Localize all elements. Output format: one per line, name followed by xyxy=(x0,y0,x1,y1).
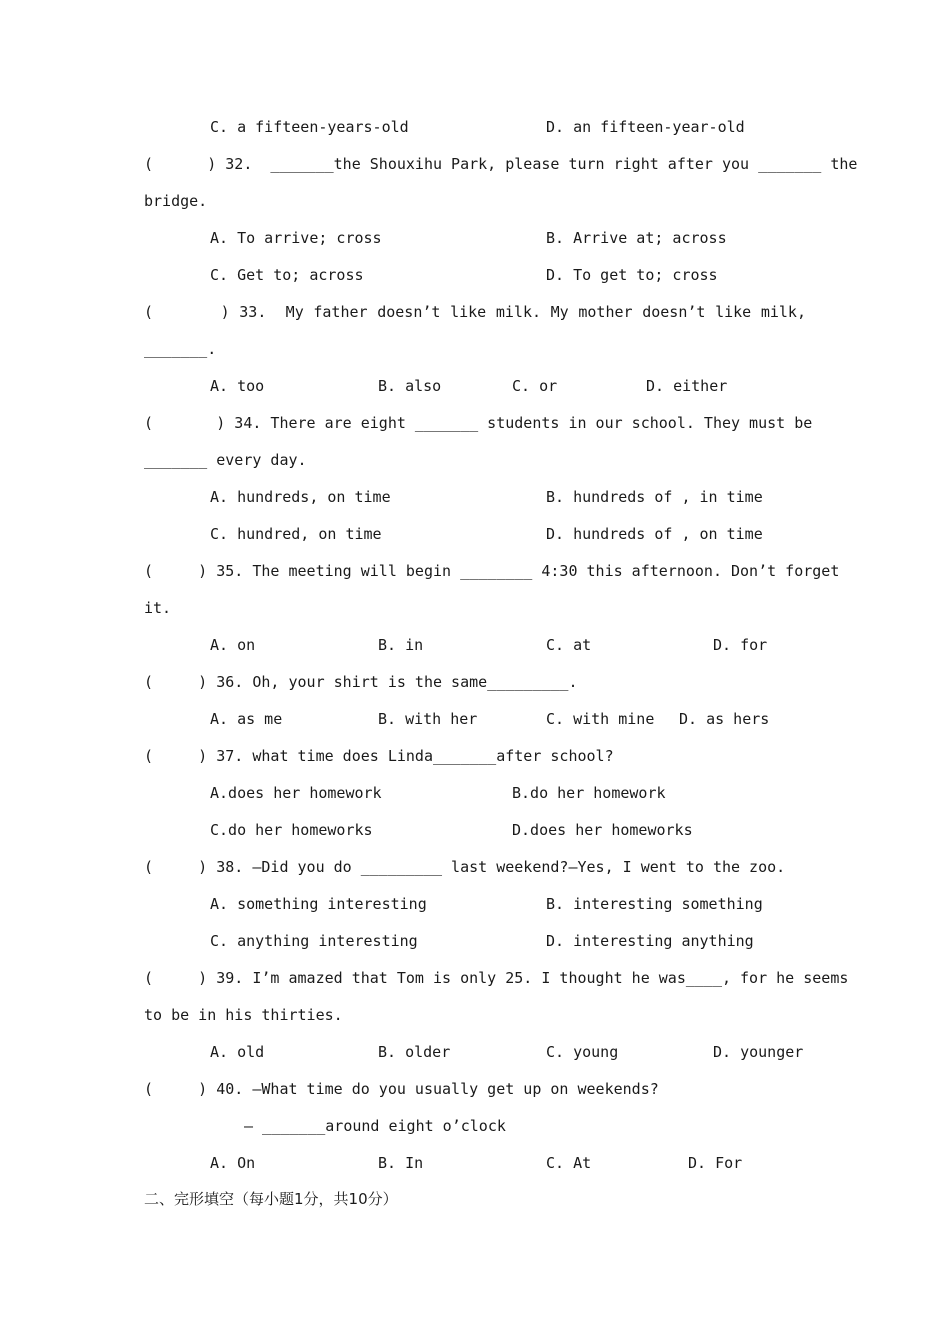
q33-option-d: D. either xyxy=(646,377,728,395)
q39-stem: ( ) 39. I’m amazed that Tom is only 25. I thought he was____, for he seems xyxy=(144,969,849,987)
q32-option-a: A. To arrive; cross xyxy=(210,229,382,247)
q34-option-b: B. hundreds of , in time xyxy=(546,488,763,506)
q40-stem-cont: — _______around eight o’clock xyxy=(244,1117,506,1135)
q36-option-c: C. with mine xyxy=(546,710,655,728)
q35-option-c: C. at xyxy=(546,636,592,654)
q37-option-a: A.does her homework xyxy=(210,784,382,802)
q37-option-c: C.do her homeworks xyxy=(210,821,373,839)
q34-option-c: C. hundred, on time xyxy=(210,525,382,543)
q37-stem: ( ) 37. what time does Linda_______after school? xyxy=(144,747,614,765)
q32-stem: ( ) 32. _______the Shouxihu Park, please turn right after you _______ the xyxy=(144,155,858,173)
q38-option-b: B. interesting something xyxy=(546,895,763,913)
q35-option-b: B. in xyxy=(378,636,424,654)
section-heading: 二、完形填空（每小题1分，共10分） xyxy=(144,1190,398,1208)
q37-option-b: B.do her homework xyxy=(512,784,666,802)
q35-stem: ( ) 35. The meeting will begin ________ 4:30 this afternoon. Don’t forget xyxy=(144,562,840,580)
q40-option-b: B. In xyxy=(378,1154,424,1172)
q40-stem: ( ) 40. —What time do you usually get up on weekends? xyxy=(144,1080,659,1098)
q40-option-c: C. At xyxy=(546,1154,592,1172)
q35-stem-cont: it. xyxy=(144,599,172,617)
q36-option-b: B. with her xyxy=(378,710,478,728)
q33-option-a: A. too xyxy=(210,377,265,395)
q39-stem-cont: to be in his thirties. xyxy=(144,1006,343,1024)
q35-option-a: A. on xyxy=(210,636,256,654)
q40-option-d: D. For xyxy=(688,1154,743,1172)
q32-option-c: C. Get to; across xyxy=(210,266,364,284)
q31-option-d: D. an fifteen-year-old xyxy=(546,118,745,136)
q33-stem-cont: _______. xyxy=(144,340,217,358)
q34-stem: ( ) 34. There are eight _______ students in our school. They must be xyxy=(144,414,813,432)
q33-option-b: B. also xyxy=(378,377,442,395)
q32-option-d: D. To get to; cross xyxy=(546,266,718,284)
q31-option-c: C. a fifteen-years-old xyxy=(210,118,409,136)
q36-option-d: D. as hers xyxy=(679,710,770,728)
q36-stem: ( ) 36. Oh, your shirt is the same_________. xyxy=(144,673,578,691)
q33-option-c: C. or xyxy=(512,377,558,395)
q32-stem-cont: bridge. xyxy=(144,192,208,210)
q34-option-d: D. hundreds of , on time xyxy=(546,525,763,543)
q34-option-a: A. hundreds, on time xyxy=(210,488,391,506)
q38-option-a: A. something interesting xyxy=(210,895,427,913)
q39-option-a: A. old xyxy=(210,1043,265,1061)
q33-stem: ( ) 33. My father doesn’t like milk. My mother doesn’t like milk, xyxy=(144,303,806,321)
q39-option-d: D. younger xyxy=(713,1043,804,1061)
q37-option-d: D.does her homeworks xyxy=(512,821,693,839)
q35-option-d: D. for xyxy=(713,636,768,654)
q39-option-c: C. young xyxy=(546,1043,619,1061)
q39-option-b: B. older xyxy=(378,1043,451,1061)
q40-option-a: A. On xyxy=(210,1154,256,1172)
q38-stem: ( ) 38. —Did you do _________ last weekend?—Yes, I went to the zoo. xyxy=(144,858,786,876)
q38-option-c: C. anything interesting xyxy=(210,932,418,950)
q32-option-b: B. Arrive at; across xyxy=(546,229,727,247)
q38-option-d: D. interesting anything xyxy=(546,932,754,950)
q34-stem-cont: _______ every day. xyxy=(144,451,307,469)
q36-option-a: A. as me xyxy=(210,710,283,728)
